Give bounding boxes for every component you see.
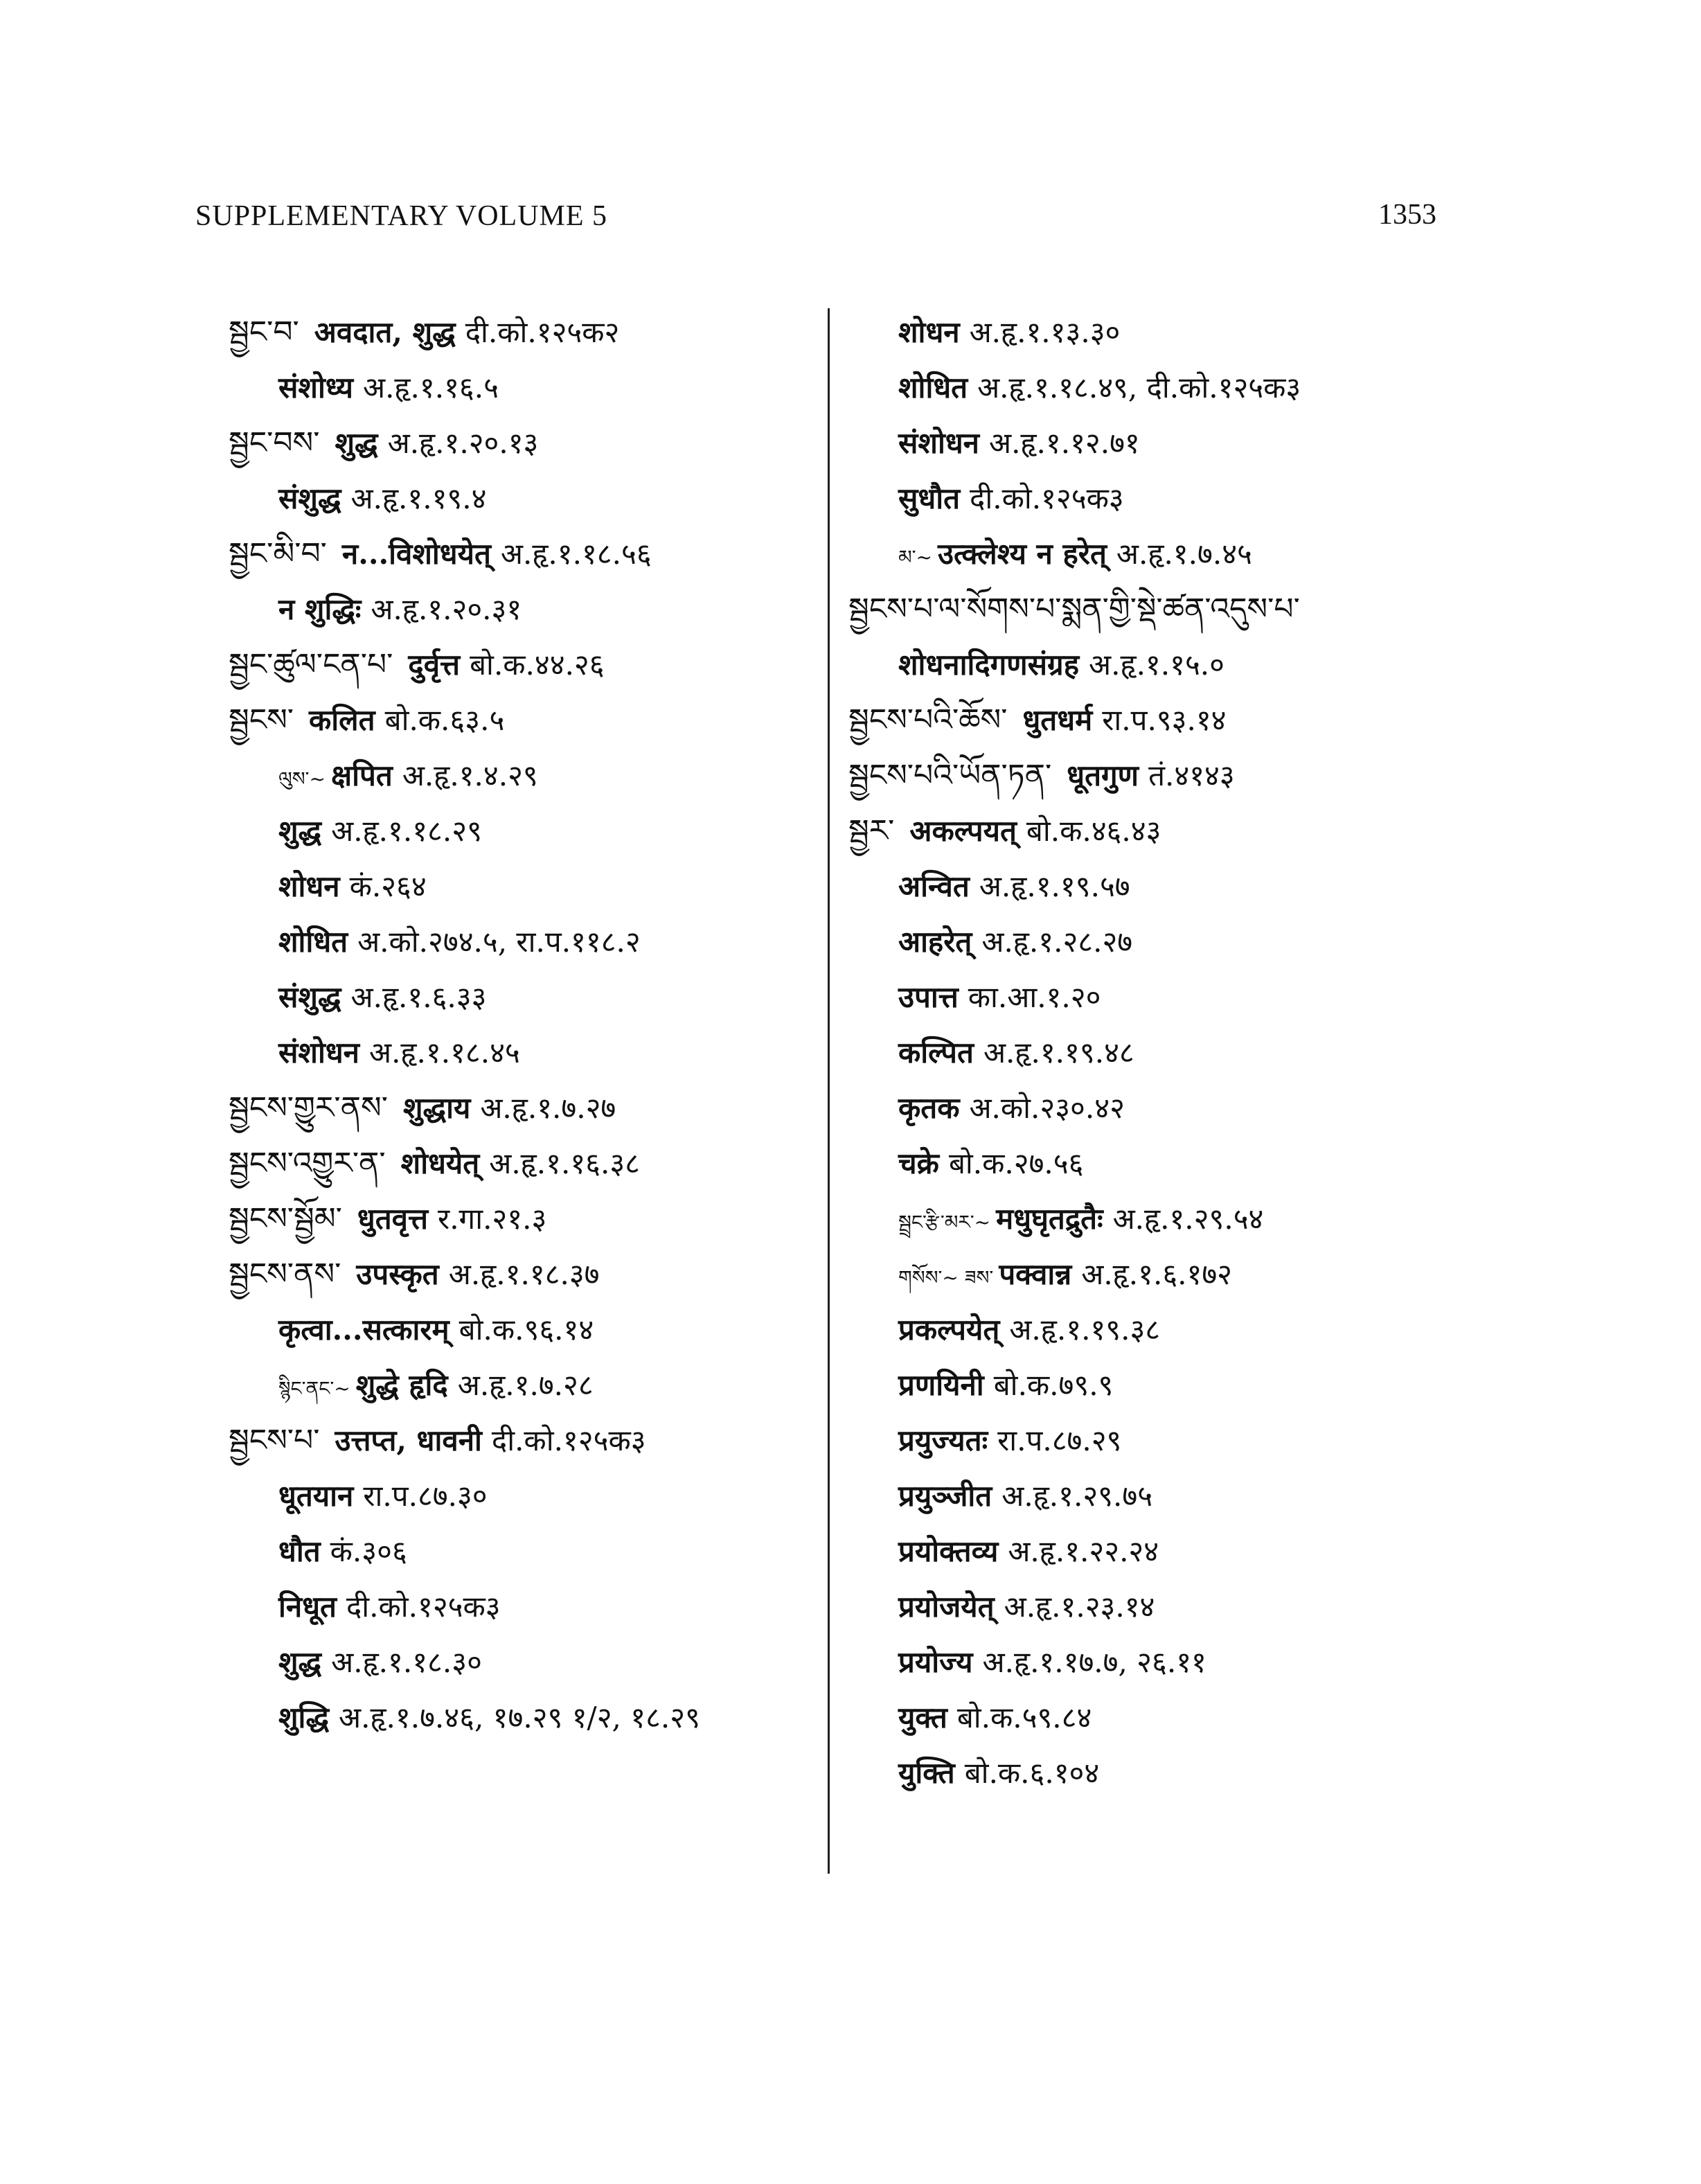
tibetan-headword: སྦྱངས་ནས་ xyxy=(229,1257,341,1292)
dictionary-sense-entry xyxy=(229,804,817,859)
page-number: 1353 xyxy=(1378,199,1436,231)
sanskrit-term: संशोधन xyxy=(278,1036,359,1069)
dictionary-sense-entry xyxy=(229,1358,817,1413)
sanskrit-term: धूतयान xyxy=(278,1479,354,1513)
source-reference: अ.हृ.१.१९.५७ xyxy=(979,869,1130,903)
source-reference: अ.हृ.१.२९.७५ xyxy=(1001,1479,1153,1513)
dictionary-sense-entry xyxy=(848,305,1680,360)
dictionary-sense-entry xyxy=(848,1136,1680,1191)
sanskrit-term: शुद्धे हृदि xyxy=(355,1368,448,1402)
sanskrit-term: न...विशोधयेत् xyxy=(341,537,491,571)
dictionary-sense-entry xyxy=(848,416,1680,471)
tibetan-headword: སྦྱང་ཚུལ་ངན་པ་ xyxy=(229,647,393,682)
sanskrit-term: प्रणयिनी xyxy=(898,1368,984,1402)
source-reference: अ.हृ.१.१८.५६ xyxy=(500,537,652,571)
source-reference: अ.हृ.१.७.४५ xyxy=(1116,537,1252,571)
dictionary-headword-entry xyxy=(229,526,817,582)
sanskrit-term: सुधौत xyxy=(898,481,961,515)
sanskrit-term: शोधित xyxy=(278,925,348,959)
source-reference: रा.प.९३.१४ xyxy=(1102,703,1227,737)
tibetan-headword: སྦྱང་བས་ xyxy=(229,425,320,461)
source-reference: अ.हृ.१.१९.३८ xyxy=(1009,1313,1161,1347)
source-reference: बो.क.६३.५ xyxy=(384,703,505,737)
source-reference: अ.हृ.१.२२.२४ xyxy=(1008,1534,1159,1568)
dictionary-sense-entry xyxy=(848,1191,1680,1247)
sanskrit-term: शुद्ध xyxy=(278,814,322,848)
dictionary-headword-entry xyxy=(229,1136,817,1191)
dictionary-sense-entry xyxy=(848,1635,1680,1690)
source-reference: कं.२६४ xyxy=(349,869,427,903)
source-reference: र.गा.२१.३ xyxy=(438,1202,547,1236)
tibetan-phrase-prefix: གསོས་~ ཟས་ xyxy=(898,1266,994,1289)
sanskrit-term: प्रयोक्तव्य xyxy=(898,1534,999,1568)
source-reference: अ.हृ.१.१८.३७ xyxy=(448,1257,600,1291)
source-reference: अ.को.२७४.५, रा.प.११८.२ xyxy=(357,925,641,959)
tibetan-headword: སྦྱངས་གྱུར་ནས་ xyxy=(229,1090,388,1126)
running-header-title: SUPPLEMENTARY VOLUME 5 xyxy=(195,200,608,232)
tibetan-headword: སྦྱངས་པའི་ཡོན་ཏན་ xyxy=(848,758,1052,793)
source-reference: अ.हृ.१.१९.४८ xyxy=(983,1036,1134,1069)
sanskrit-term: शोधनादिगणसंग्रह xyxy=(898,648,1080,682)
sanskrit-term: दुर्वृत्त xyxy=(408,648,461,682)
dictionary-sense-entry xyxy=(848,637,1680,693)
source-reference: अ.हृ.१.१२.७१ xyxy=(988,426,1140,460)
dictionary-sense-entry xyxy=(848,1358,1680,1413)
source-reference: अ.हृ.१.१६.३८ xyxy=(489,1146,641,1180)
sanskrit-term: शोधन xyxy=(898,315,960,349)
sanskrit-term: उपात्त xyxy=(898,980,959,1014)
sanskrit-term: कृत्वा...सत्कारम् xyxy=(278,1313,449,1347)
source-reference: कं.३०६ xyxy=(330,1534,407,1568)
tibetan-phrase-prefix: སྙིང་ནང་~ xyxy=(278,1377,350,1400)
sanskrit-term: अन्वित xyxy=(898,869,970,903)
dictionary-sense-entry xyxy=(229,582,817,637)
dictionary-headword-entry xyxy=(229,1413,817,1468)
source-reference: अ.हृ.१.१८.२९ xyxy=(331,814,482,848)
source-reference: अ.को.२३०.४२ xyxy=(969,1091,1125,1125)
sanskrit-term: शोधित xyxy=(898,371,968,405)
sanskrit-term: आहरेत् xyxy=(898,925,972,959)
dictionary-sense-entry xyxy=(848,1302,1680,1358)
source-reference: अ.हृ.१.२०.१३ xyxy=(387,426,539,460)
sanskrit-term: निधूत xyxy=(278,1590,337,1624)
source-reference: अ.हृ.१.१५.० xyxy=(1089,648,1224,682)
source-reference: अ.हृ.१.७.२७ xyxy=(480,1091,616,1125)
sanskrit-term: शुद्धाय xyxy=(402,1091,471,1125)
sanskrit-term: शुद्ध xyxy=(278,1645,322,1679)
sanskrit-term: प्रयुज्यतः xyxy=(898,1423,988,1457)
dictionary-sense-entry xyxy=(848,914,1680,970)
source-reference: बो.क.९६.१४ xyxy=(458,1313,594,1347)
dictionary-headword-entry xyxy=(229,693,817,748)
sanskrit-term: शोधन xyxy=(278,869,340,903)
source-reference: अ.हृ.१.७.४६, १७.२९ १/२, १८.२९ xyxy=(339,1701,700,1734)
source-reference: अ.हृ.१.२०.३१ xyxy=(371,592,522,626)
sanskrit-term: प्रकल्पयेत् xyxy=(898,1313,1000,1347)
column-divider xyxy=(828,308,830,1874)
source-reference: रा.प.८७.२९ xyxy=(997,1423,1122,1457)
dictionary-sense-entry xyxy=(229,914,817,970)
source-reference: रा.प.८७.३० xyxy=(363,1479,488,1513)
source-reference: अ.हृ.१.२३.१४ xyxy=(1004,1590,1155,1624)
sanskrit-term: न शुद्धिः xyxy=(278,592,362,626)
sanskrit-term: शोधयेत् xyxy=(400,1146,480,1180)
source-reference: अ.हृ.१.२९.५४ xyxy=(1112,1202,1264,1236)
tibetan-headword: སྦྱར་ xyxy=(848,813,895,849)
tibetan-headword: སྦྱངས་ xyxy=(229,702,294,738)
tibetan-headword: སྦྱངས་པ་ xyxy=(229,1423,320,1458)
dictionary-headword-entry xyxy=(229,305,817,360)
sanskrit-term: धौत xyxy=(278,1534,321,1568)
dictionary-sense-entry xyxy=(229,859,817,914)
source-reference: का.आ.१.२० xyxy=(968,980,1101,1014)
sanskrit-term: शुद्धि xyxy=(278,1701,329,1734)
dictionary-sense-entry xyxy=(229,970,817,1025)
sanskrit-term: अकल्पयत् xyxy=(909,814,1017,848)
source-reference: बो.क.६.१०४ xyxy=(964,1756,1100,1790)
tibetan-phrase-prefix: སྦྲང་རྩི་མར་~ xyxy=(898,1211,991,1234)
sanskrit-term: युक्ति xyxy=(898,1756,955,1790)
sanskrit-term: संशुद्ध xyxy=(278,980,341,1014)
right-column xyxy=(848,305,1680,1801)
dictionary-headword-entry xyxy=(848,582,1680,637)
source-reference: अ.हृ.१.१८.३० xyxy=(331,1645,482,1679)
source-reference: दी.को.१२५क३ xyxy=(491,1423,646,1457)
dictionary-headword-entry xyxy=(848,693,1680,748)
source-reference: अ.हृ.१.१८.४९, दी.को.१२५क३ xyxy=(977,371,1301,405)
sanskrit-term: अवदात, शुद्ध xyxy=(314,315,456,349)
dictionary-headword-entry xyxy=(229,637,817,693)
dictionary-sense-entry xyxy=(848,1690,1680,1746)
dictionary-sense-entry xyxy=(848,859,1680,914)
source-reference: दी.को.१२५क३ xyxy=(970,481,1124,515)
sanskrit-term: शुद्ध xyxy=(335,426,378,460)
dictionary-sense-entry xyxy=(229,1468,817,1524)
dictionary-sense-entry xyxy=(229,1025,817,1081)
dictionary-headword-entry xyxy=(848,804,1680,859)
dictionary-sense-entry xyxy=(229,1302,817,1358)
dictionary-sense-entry xyxy=(229,1690,817,1746)
tibetan-headword: སྦྱངས་འགྱུར་ན་ xyxy=(229,1146,386,1181)
dictionary-sense-entry xyxy=(848,1468,1680,1524)
dictionary-sense-entry xyxy=(848,1081,1680,1136)
sanskrit-term: संशोधन xyxy=(898,426,979,460)
dictionary-sense-entry xyxy=(848,1579,1680,1635)
sanskrit-term: धुतवृत्त xyxy=(357,1202,429,1236)
source-reference: अ.हृ.१.१७.७, २६.११ xyxy=(982,1645,1206,1679)
sanskrit-term: संशोध्य xyxy=(278,371,353,405)
left-column xyxy=(229,305,817,1746)
source-reference: बो.क.७९.९ xyxy=(993,1368,1114,1402)
source-reference: अ.हृ.१.७.२८ xyxy=(457,1368,594,1402)
dictionary-sense-entry xyxy=(229,360,817,416)
sanskrit-term: कृतक xyxy=(898,1091,960,1125)
sanskrit-term: संशुद्ध xyxy=(278,481,341,515)
dictionary-sense-entry xyxy=(848,1746,1680,1801)
sanskrit-term: उत्तप्त, धावनी xyxy=(335,1423,482,1457)
dictionary-sense-entry xyxy=(848,1247,1680,1302)
source-reference: तं.४१४३ xyxy=(1148,758,1235,792)
dictionary-headword-entry xyxy=(229,1081,817,1136)
source-reference: अ.हृ.१.२८.२७ xyxy=(981,925,1133,959)
source-reference: अ.हृ.१.१६.५ xyxy=(362,371,499,405)
dictionary-sense-entry xyxy=(848,1524,1680,1579)
sanskrit-term: कलित xyxy=(309,703,375,737)
dictionary-sense-entry xyxy=(229,1579,817,1635)
source-reference: अ.हृ.१.१३.३० xyxy=(969,315,1121,349)
dictionary-sense-entry xyxy=(848,360,1680,416)
dictionary-headword-entry xyxy=(848,748,1680,804)
tibetan-phrase-prefix: མ་~ xyxy=(898,546,932,569)
tibetan-headword: སྦྱངས་པ་ལ་སོགས་པ་སྨན་གྱི་སྡེ་ཚན་འདུས་པ་ xyxy=(848,592,1300,627)
dictionary-headword-entry xyxy=(229,1247,817,1302)
source-reference: दी.को.१२५क२ xyxy=(465,315,620,349)
source-reference: अ.हृ.१.४.२९ xyxy=(402,758,538,792)
source-reference: अ.हृ.१.६.३३ xyxy=(350,980,487,1014)
dictionary-headword-entry xyxy=(229,416,817,471)
sanskrit-term: क्षपित xyxy=(331,758,393,792)
dictionary-headword-entry xyxy=(229,1191,817,1247)
source-reference: बो.क.२७.५६ xyxy=(948,1146,1084,1180)
dictionary-sense-entry xyxy=(229,1635,817,1690)
sanskrit-term: कल्पित xyxy=(898,1036,974,1069)
dictionary-sense-entry xyxy=(229,471,817,526)
sanskrit-term: प्रयोज्य xyxy=(898,1645,973,1679)
source-reference: अ.हृ.१.१८.४५ xyxy=(368,1036,520,1069)
sanskrit-term: उपस्कृत xyxy=(356,1257,439,1291)
dictionary-sense-entry xyxy=(848,970,1680,1025)
sanskrit-term: मधुघृतद्रुतैः xyxy=(996,1202,1103,1236)
source-reference: अ.हृ.१.१९.४ xyxy=(350,481,487,515)
sanskrit-term: युक्त xyxy=(898,1701,947,1734)
sanskrit-term: उत्क्लेश्य न हरेत् xyxy=(938,537,1107,571)
sanskrit-term: धुतधर्म xyxy=(1022,703,1093,737)
tibetan-headword: སྦྱང་བ་ xyxy=(229,314,299,350)
dictionary-sense-entry xyxy=(848,1025,1680,1081)
dictionary-sense-entry xyxy=(848,1413,1680,1468)
tibetan-phrase-prefix: ལུས་~ xyxy=(278,767,326,790)
sanskrit-term: प्रयोजयेत् xyxy=(898,1590,995,1624)
dictionary-sense-entry xyxy=(229,1524,817,1579)
sanskrit-term: चक्रे xyxy=(898,1146,939,1180)
tibetan-headword: སྦྱངས་སྦྱོམ་ xyxy=(229,1201,342,1236)
source-reference: अ.हृ.१.६.१७२ xyxy=(1081,1257,1233,1291)
source-reference: बो.क.५९.८४ xyxy=(956,1701,1092,1734)
sanskrit-term: पक्वान्न xyxy=(999,1257,1072,1291)
sanskrit-term: धूतगुण xyxy=(1067,758,1139,792)
source-reference: दी.को.१२५क३ xyxy=(346,1590,501,1624)
source-reference: बो.क.४४.२६ xyxy=(470,648,605,682)
tibetan-headword: སྦྱངས་པའི་ཆོས་ xyxy=(848,702,1008,738)
sanskrit-term: प्रयुञ्जीत xyxy=(898,1479,992,1513)
dictionary-sense-entry xyxy=(848,471,1680,526)
tibetan-headword: སྦྱང་མི་བ་ xyxy=(229,536,327,571)
dictionary-sense-entry xyxy=(229,748,817,804)
dictionary-sense-entry xyxy=(848,526,1680,582)
source-reference: बो.क.४६.४३ xyxy=(1026,814,1161,848)
